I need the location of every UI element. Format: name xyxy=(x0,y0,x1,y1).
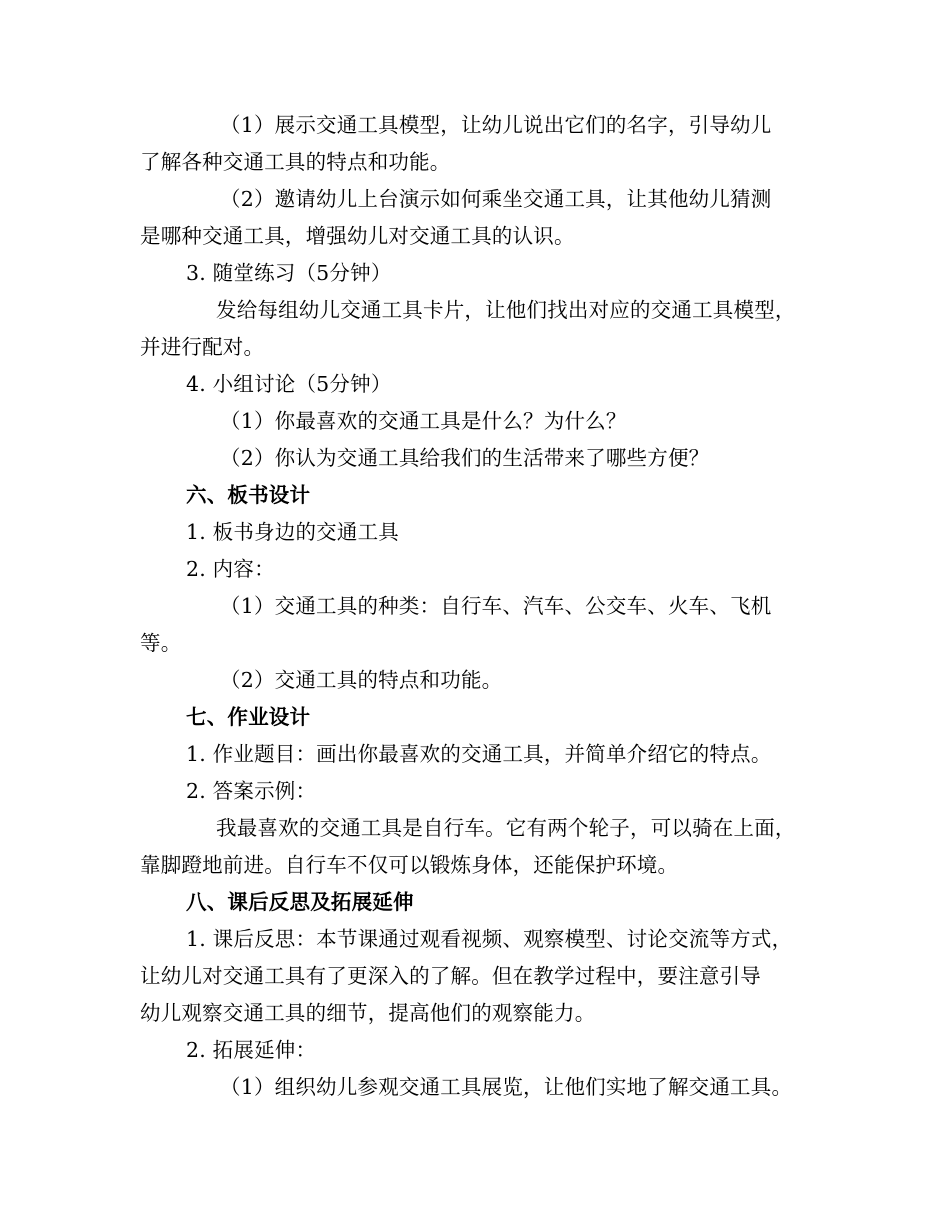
list-item: 1. 板书身边的交通工具 xyxy=(186,520,399,544)
list-item: 2. 内容： xyxy=(186,557,275,581)
list-item: 1. 作业题目：画出你最喜欢的交通工具，并简单介绍它的特点。 xyxy=(186,742,772,766)
paragraph-line: 发给每组幼儿交通工具卡片，让他们找出对应的交通工具模型， xyxy=(216,298,796,322)
paragraph-line: 并进行配对。 xyxy=(140,335,265,359)
list-item: 1. 课后反思：本节课通过观看视频、观察模型、讨论交流等方式， xyxy=(186,927,793,951)
paragraph-line: （2）邀请幼儿上台演示如何乘坐交通工具，让其他幼儿猜测 xyxy=(220,187,772,211)
list-item: 4. 小组讨论（5分钟） xyxy=(186,372,392,396)
sub-list-item: （2）交通工具的特点和功能。 xyxy=(220,668,503,692)
sub-list-item: （1）交通工具的种类：自行车、汽车、公交车、火车、飞机 xyxy=(220,594,772,618)
paragraph-line: 是哪种交通工具，增强幼儿对交通工具的认识。 xyxy=(140,224,575,248)
section-heading: 八、课后反思及拓展延伸 xyxy=(186,890,414,914)
list-item: 3. 随堂练习（5分钟） xyxy=(186,261,392,285)
sub-list-item: （1）你最喜欢的交通工具是什么？为什么？ xyxy=(220,409,627,433)
sub-list-item: （2）你认为交通工具给我们的生活带来了哪些方便？ xyxy=(220,446,710,470)
section-heading: 七、作业设计 xyxy=(186,705,311,729)
paragraph-line: （1）展示交通工具模型，让幼儿说出它们的名字，引导幼儿 xyxy=(220,113,772,137)
paragraph-line: 等。 xyxy=(140,631,182,655)
sub-list-item: （1）组织幼儿参观交通工具展览，让他们实地了解交通工具。 xyxy=(220,1075,793,1099)
paragraph-line: 我最喜欢的交通工具是自行车。它有两个轮子，可以骑在上面， xyxy=(216,816,796,840)
paragraph-line: 靠脚蹬地前进。自行车不仅可以锻炼身体，还能保护环境。 xyxy=(140,853,679,877)
paragraph-line: 幼儿观察交通工具的细节，提高他们的观察能力。 xyxy=(140,1001,596,1025)
list-item: 2. 答案示例： xyxy=(186,779,317,803)
list-item: 2. 拓展延伸： xyxy=(186,1038,317,1062)
paragraph-line: 了解各种交通工具的特点和功能。 xyxy=(140,150,451,174)
section-heading: 六、板书设计 xyxy=(186,483,311,507)
paragraph-line: 让幼儿对交通工具有了更深入的了解。但在教学过程中，要注意引导 xyxy=(140,964,761,988)
